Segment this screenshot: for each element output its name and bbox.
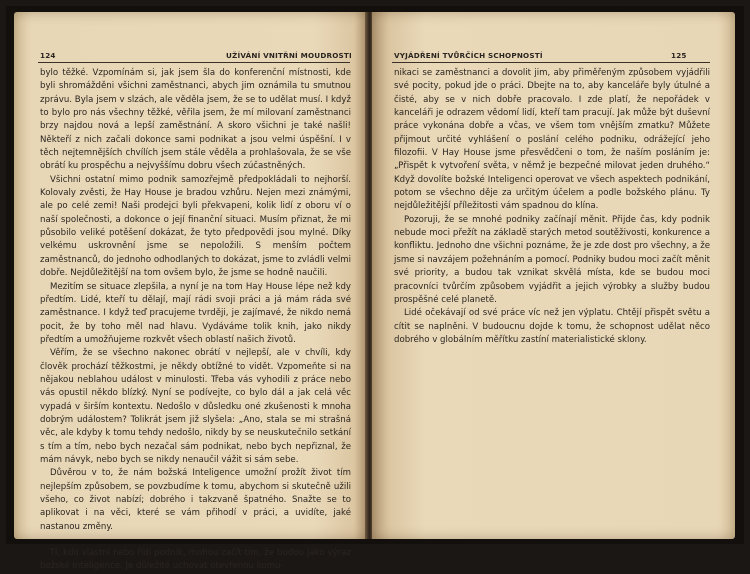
right-page-text (394, 67, 710, 347)
header-rule-left (38, 62, 350, 63)
paragraph: Věřím, že se všechno nakonec obrátí v nejlepší, ale v chvíli, kdy člověk prochází těžkostmi, je někdy obtížné to vidět. Vzpomeňte si na nějakou neblahou událost v minulosti. Třeba vás vyhodili z práce nebo vás opustil někdo blízký. Nyní se podívejte, co bylo dál a jak celá věc vypadá v širším kontextu. Nedošlo v důsledku oné zkušenosti k mnoha dobrým událostem? Tolikrát jsem již slyšela: „Ano, stala se mi strašná věc, ale kdyby k tomu tehdy nedošlo, nikdy by se neuskutečnilo setkání s tím a tím, nebo bych nezačal sám podnikat, nebo bych nepřiznal, že mám návyk, nebo bych se nikdy nenaučil vážit si sám sebe. (40, 348, 351, 465)
paragraph: Všichni ostatní mimo podnik samozřejmě předpokládali to nejhorší. Kolovaly zvěsti, že Hay House je bradou vzhůru. Nejen mezi známými, ale po celé zemi! Naši prodejci byli překvapeni, kolik lidí z oboru ví o naší společnosti, a dokonce o její finanční situaci. Musím přiznat, že mi působilo veliké potěšení dokázat, že tyto předpovědi jsou mylné. Díky velkému uskrovnění jsme se nepoložili. S menším počtem zaměstnanců, do jednoho odhodlaných to dokázat, jsme to zvládli velmi dobře. Nejdůležitější na tom ovšem bylo, že jsme se hodně naučili. (40, 174, 351, 279)
paragraph: nikaci se zaměstnanci a dovolit jim, aby přiměřeným způsobem vyjádřili své pocity, pokud jde o práci. Dbejte na to, aby kanceláře byly útulné a čisté, aby se v nich dobře pracovalo. I zde platí, že nepořádek v kanceláři je odrazem vědomí lidí, kteří tam pracují. Jak může být duševní práce vykonána dobře a včas, ve všem tom vnějším zmatku? Můžete přijmout určité vyhlášení o poslání celého podniku, odrážející jeho filozofii. V Hay House jsme přesvědčeni o tom, že naším posláním je: „Přispět k vytvoření světa, v němž je bezpečné milovat jeden druhého.“ Když dovolíte božské Inteligenci operovat ve všech aspektech podnikání, potom se všechno děje za určitým účelem a podle božského plánu. Ty nejdůležitější příležitosti vám spadnou do klína. (394, 68, 710, 212)
book-spread (6, 6, 744, 572)
right-page (372, 12, 735, 539)
paragraph: bylo těžké. Vzpomínám si, jak jsem šla do konferenční místnosti, kde byli shromážděni všichni zaměstnanci, abych jim oznámila tu smutnou zprávu. Byla jsem v slzách, ale věděla jsem, že se to udělat musí. I když to bylo pro nás všechny těžké, věřila jsem, že mí milovaní zaměstnanci brzy najdou nová a lepší zaměstnání. A skoro všichni je také našli! Někteří z nich začali dokonce sami podnikat a jsou velmi úspěšní. I v těch nejtemnějších chvílích jsem stále věděla a prohlašovala, že se vše obrátí ku prospěchu a nejvyššímu dobru všech zúčastněných. (40, 68, 351, 172)
paragraph: Důvěrou v to, že nám božská Inteligence umožní prožít život tím nejlepším způsobem, se povzbudíme k tomu, abychom si skutečně užili všeho, co život nabízí; dobrého i takzvaně špatného. Snažte se to aplikovat i na věci, které se vám přihodí v práci, a uvidíte, jaké nastanou změny. (40, 468, 351, 532)
running-head-left: UŽÍVÁNÍ VNITŘNÍ MOUDROSTI (226, 51, 352, 60)
header-rule-right (392, 62, 710, 63)
left-page-text (40, 67, 351, 574)
paragraph: Ti, kdo vlastní nebo řídí podnik, mohou začít tím, že budou jako výraz božské Inteligence. Je důležité uchovat otevřenou komu- (40, 548, 351, 572)
paragraph: Pozoruji, že se mnohé podniky začínají měnit. Přijde čas, kdy podnik nebude moci přežít na základě starých metod soutěživosti, konkurence a konfliktu. Jednoho dne všichni poznáme, že je zde dost pro všechny, a že jsme si navzájem požehnáním a pomocí. Podniky budou moci začít měnit své priority, a budou tak vznikat skvělá místa, kde se budou moci pracovníci tvůrčím způsobem vyjádřit a jejich výrobky a služby budou prospěšné celé planetě. (394, 214, 710, 305)
left-page (14, 12, 367, 572)
running-head-right: VYJÁDŘENÍ TVŮRČÍCH SCHOPNOSTÍ (394, 51, 543, 60)
paragraph: Lidé očekávají od své práce víc než jen výplatu. Chtějí přispět světu a cítit se naplněni. V budoucnu dojde k tomu, že schopnost udělat něco dobrého v globálním měřítku zastíní materialistické sklony. (394, 308, 710, 345)
paragraph: Mezitím se situace zlepšila, a nyní je na tom Hay House lépe než kdy předtím. Lidé, kteří tu dělají, mají rádi svoji práci a já mám ráda své zaměstnance. I když teď pracujeme tvrději, je zajímavé, že nikdo nemá pocit, že by toho měl nad hlavu. Vydáváme tolik knih, jako nikdy předtím a umožňujeme rozkvět všech oblastí našich životů. (40, 281, 351, 345)
page-number-left: 124 (40, 51, 56, 60)
paragraph-gap (40, 534, 351, 547)
page-number-right: 125 (671, 51, 687, 60)
